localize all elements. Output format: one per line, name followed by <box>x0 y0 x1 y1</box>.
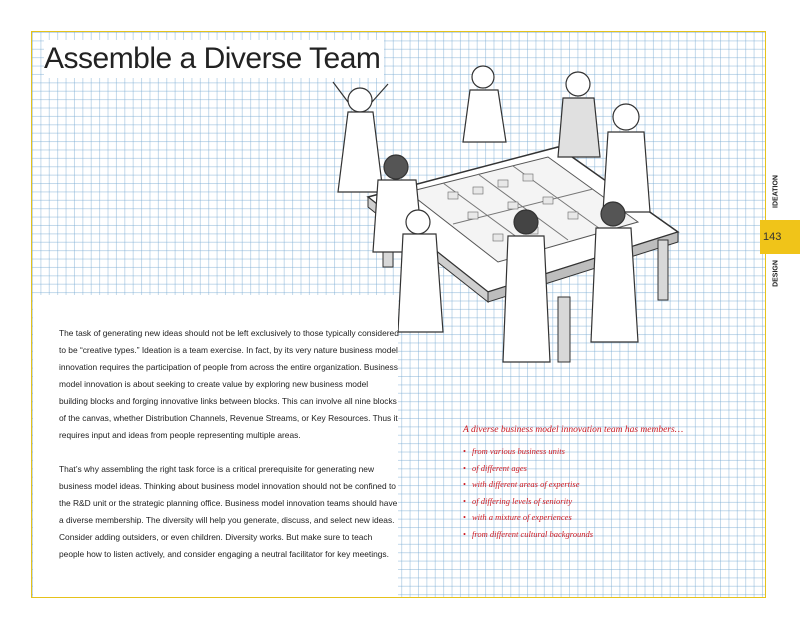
bullet-icon: • <box>463 528 466 539</box>
list-item <box>463 509 753 526</box>
callout-heading: A diverse business model innovation team has members… <box>463 425 684 435</box>
list-item-label: from different cultural backgrounds <box>472 528 594 539</box>
list-item <box>463 443 753 460</box>
section-label-ideation: IDEATION <box>772 175 780 208</box>
bullet-icon: • <box>463 446 466 456</box>
list-item <box>463 526 753 543</box>
body-text <box>59 325 399 580</box>
page-title: Assemble a Diverse Team <box>44 40 384 78</box>
list-item <box>463 493 753 510</box>
page-number: 143 <box>760 220 800 254</box>
callout-list <box>463 443 753 542</box>
list-item-label: from various business units <box>472 446 565 456</box>
callout-box <box>463 425 753 542</box>
list-item-label: with a mixture of experiences <box>472 512 572 522</box>
bullet-icon: • <box>463 512 466 522</box>
list-item-label: of differing levels of seniority <box>472 495 573 506</box>
body-paragraph: The task of generating new ideas should not be left exclusively to those typically considered to be “creative types.” Ideation is a team exercise. In fact, by its very nature business model innovation requires the participation of people from across the entire organization. Business model innovation is about seeking to create value by exploring new business model building blocks and forging innovative links between blocks. This can involve all nine blocks of the canvas, whether Distribution Channels, Revenue Streams, or Key Resources. Thus it requires input and ideas from people representing multiple areas. <box>59 328 399 440</box>
bullet-icon: • <box>463 479 466 489</box>
list-item <box>463 476 753 493</box>
list-item-label: with different areas of expertise <box>472 479 580 489</box>
bullet-icon: • <box>463 495 466 506</box>
body-paragraph: That’s why assembling the right task force is a critical prerequisite for generating new business model ideas. Thinking about business model innovation should not be confined to the R&D unit or the strategic planning office. Business model innovation teams should have a diverse membership. The diversity will help you generate, discuss, and select new ideas. Consider adding outsiders, or even children. Diversity works. But make sure to teach people how to listen actively, and consider engaging a neutral facilitator for key meetings. <box>59 464 398 559</box>
list-item <box>463 460 753 477</box>
section-label-design: DESIGN <box>772 260 780 287</box>
bullet-icon: • <box>463 462 466 473</box>
list-item-label: of different ages <box>472 462 527 473</box>
